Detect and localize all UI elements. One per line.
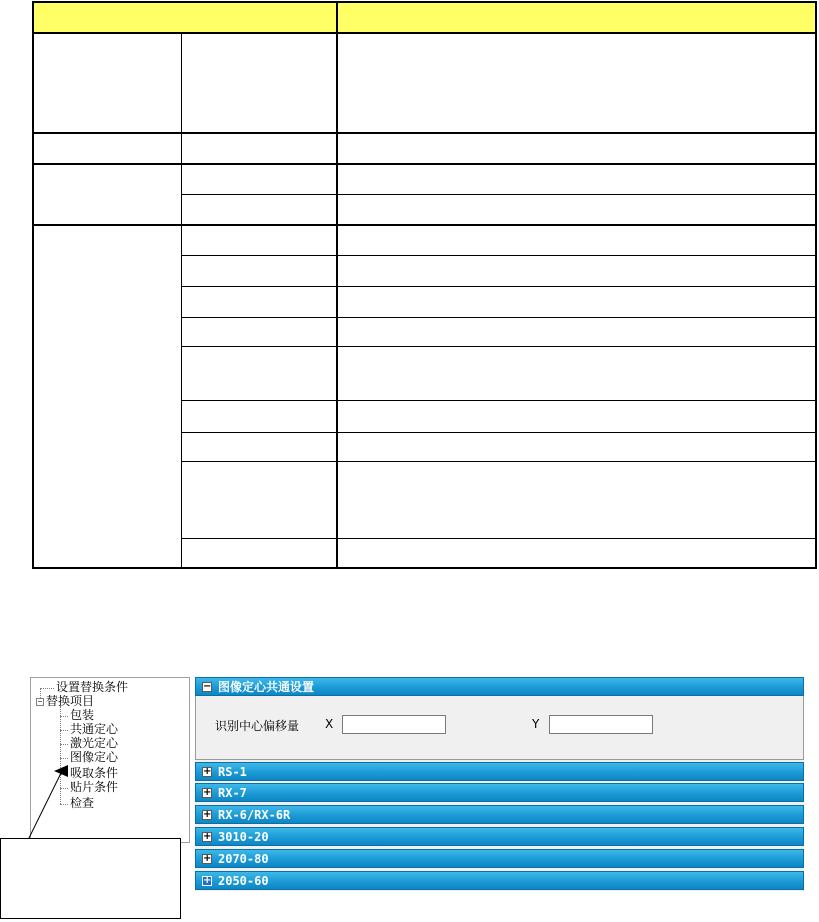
expand-icon[interactable]: + <box>203 787 212 798</box>
section-header-rx-6[interactable] <box>195 805 804 824</box>
section-body-image-centering-common <box>195 696 804 760</box>
section-title: 2070-80 <box>218 852 269 866</box>
tree-item-placement-conditions[interactable]: 贴片条件 <box>70 780 119 794</box>
section-title: 2050-60 <box>218 874 269 888</box>
tree-group-label[interactable]: 替换项目 <box>46 694 95 708</box>
expand-icon[interactable]: + <box>203 766 212 777</box>
section-header-rs-1[interactable] <box>195 762 804 781</box>
tree-item-packaging[interactable]: 包装 <box>70 708 95 722</box>
section-header-3010-20[interactable] <box>195 827 804 846</box>
table-rule <box>182 400 815 401</box>
expand-icon[interactable]: + <box>203 853 212 864</box>
table-rule <box>34 163 815 165</box>
y-label: Y <box>532 717 540 731</box>
settings-table <box>32 1 817 569</box>
section-header-2050-60[interactable] <box>195 871 804 890</box>
expand-icon[interactable]: + <box>203 831 212 842</box>
tree-collapse-toggle[interactable]: − <box>37 697 43 706</box>
tree-item-common-centering[interactable]: 共通定心 <box>70 722 119 736</box>
section-header-image-centering-common[interactable] <box>195 677 804 696</box>
table-rule <box>182 286 815 287</box>
table-rule <box>34 32 815 34</box>
offset-label: 识别中心偏移量 <box>215 719 300 733</box>
tree-item-inspection[interactable]: 检查 <box>70 796 95 810</box>
tree-item-pickup-conditions[interactable]: 吸取条件 <box>70 766 119 780</box>
section-title: 3010-20 <box>218 830 269 844</box>
section-title: RX-6/RX-6R <box>218 808 291 822</box>
callout-leader-line <box>0 770 80 842</box>
table-rule <box>181 33 182 567</box>
table-rule <box>182 346 815 347</box>
x-label: X <box>325 717 334 731</box>
section-header-2070-80[interactable] <box>195 849 804 868</box>
table-rule <box>182 255 815 256</box>
section-title: 图像定心共通设置 <box>218 680 315 694</box>
expand-icon[interactable]: + <box>203 809 212 820</box>
section-header-rx-7[interactable] <box>195 783 804 802</box>
tree-item-laser-centering[interactable]: 激光定心 <box>70 736 119 750</box>
collapse-icon[interactable]: − <box>203 681 212 692</box>
expand-icon[interactable]: + <box>203 875 212 886</box>
table-rule <box>182 432 815 433</box>
table-rule <box>182 317 815 318</box>
table-rule <box>336 3 338 567</box>
callout-box <box>0 838 181 919</box>
y-offset-input[interactable] <box>549 715 653 734</box>
accordion-panel <box>195 677 804 891</box>
x-offset-input[interactable] <box>342 715 446 734</box>
table-rule <box>34 132 815 134</box>
table-rule <box>182 194 815 195</box>
table-rule <box>34 224 815 226</box>
section-title: RX-7 <box>218 786 247 800</box>
section-title: RS-1 <box>218 765 247 779</box>
table-header-right <box>338 3 815 33</box>
table-rule <box>182 538 815 539</box>
table-rule <box>182 461 815 462</box>
table-header-left <box>34 3 336 33</box>
tree-root-label[interactable]: 设置替换条件 <box>56 680 129 694</box>
tree-item-image-centering[interactable]: 图像定心 <box>70 750 119 764</box>
